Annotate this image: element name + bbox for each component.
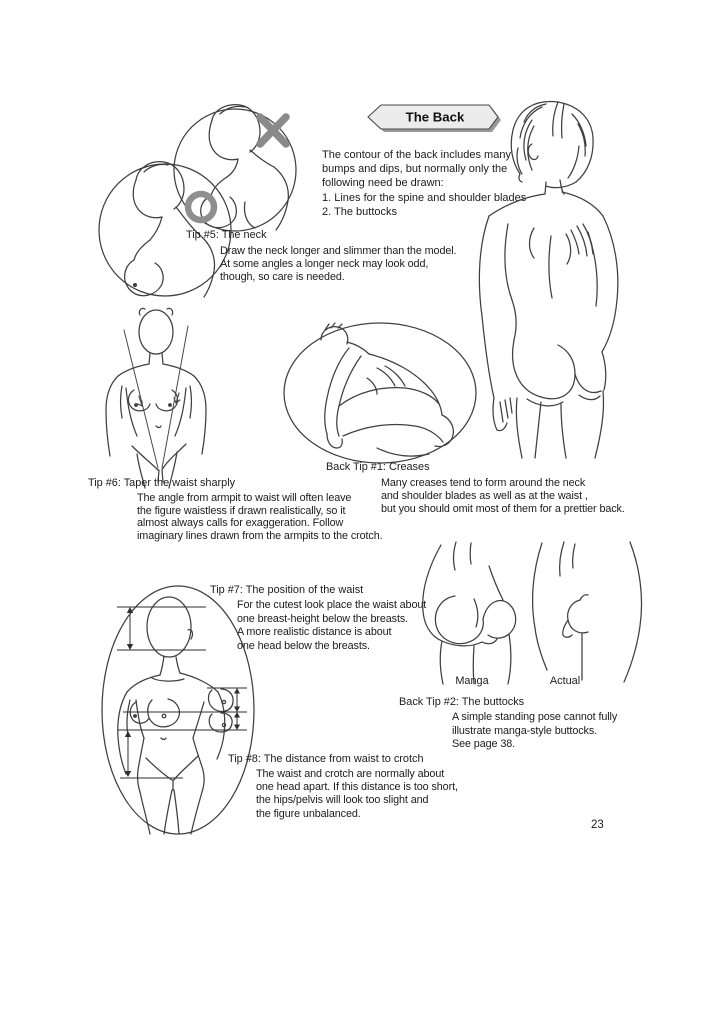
tip8-label: Tip #8: The distance from waist to crotch (228, 753, 424, 765)
back-tip2-label: Back Tip #2: The buttocks (399, 696, 525, 708)
back-tip1-line: Many creases tend to form around the neck (381, 477, 586, 489)
tip8-line: one head apart. If this distance is too short, (256, 781, 458, 794)
manga-figure-label: Manga (455, 675, 489, 687)
intro-line: 1. Lines for the spine and shoulder blades (322, 191, 527, 204)
back-tip1-label: Back Tip #1: Creases (326, 461, 430, 473)
tip5-body (220, 245, 456, 284)
buttocks-comparison-illustration (412, 538, 664, 688)
intro-line: following need be drawn: (322, 177, 444, 190)
tip8-line: the hips/pelvis will look too slight and (256, 794, 429, 807)
torso-taper-illustration (98, 298, 238, 490)
banner-title: The Back (405, 109, 465, 125)
tip6-line: almost always calls for exaggeration. Follow (137, 517, 344, 530)
back-tip2-body (452, 711, 617, 752)
standing-back-figure-illustration (476, 82, 648, 460)
tip7-line: one head below the breasts. (237, 639, 370, 652)
intro-line: bumps and dips, but normally only the (322, 163, 508, 176)
back-tip2-line: A simple standing pose cannot fully (452, 711, 618, 723)
tip7-line: one breast-height below the breasts. (237, 612, 409, 625)
tip6-line: the figure waistless if drawn realistically, so it (137, 504, 346, 517)
back-tip1-line: but you should omit most of them for a prettier back. (381, 503, 625, 516)
tip5-line: At some angles a longer neck may look odd, (220, 258, 429, 270)
tip7-line: For the cutest look place the waist about (237, 599, 427, 611)
intro-line: 2. The buttocks (322, 205, 398, 218)
tip5-label: Tip #5: The neck (186, 229, 267, 241)
tip7-body (237, 599, 426, 653)
intro-line: The contour of the back includes many (322, 149, 511, 161)
back-tip1-body (381, 477, 625, 517)
waist-measure-illustration (100, 582, 258, 840)
back-tip2-line: See page 38. (452, 738, 516, 751)
tip6-line: The angle from armpit to waist will often leave (137, 492, 352, 504)
page-number: 23 (591, 819, 604, 831)
tip8-line: The waist and crotch are normally about (256, 768, 445, 780)
tip5-line: though, so care is needed. (220, 271, 345, 283)
back-tip1-line: and shoulder blades as well as at the waist , (381, 490, 588, 503)
tip7-label: Tip #7: The position of the waist (210, 584, 364, 596)
tip7-line: A more realistic distance is about (237, 626, 392, 639)
actual-figure-label: Actual (549, 675, 581, 687)
tip5-line: Draw the neck longer and slimmer than the model. (220, 245, 457, 257)
tip6-body (137, 492, 383, 542)
tip8-body (256, 768, 458, 821)
back-tip2-line: illustrate manga-style buttocks. (452, 724, 598, 737)
tip6-label: Tip #6: Taper the waist sharply (88, 477, 236, 489)
tip8-line: the figure unbalanced. (256, 807, 361, 820)
tip6-line: imaginary lines drawn from the armpits to the crotch. (137, 529, 383, 542)
creases-illustration (281, 320, 481, 468)
